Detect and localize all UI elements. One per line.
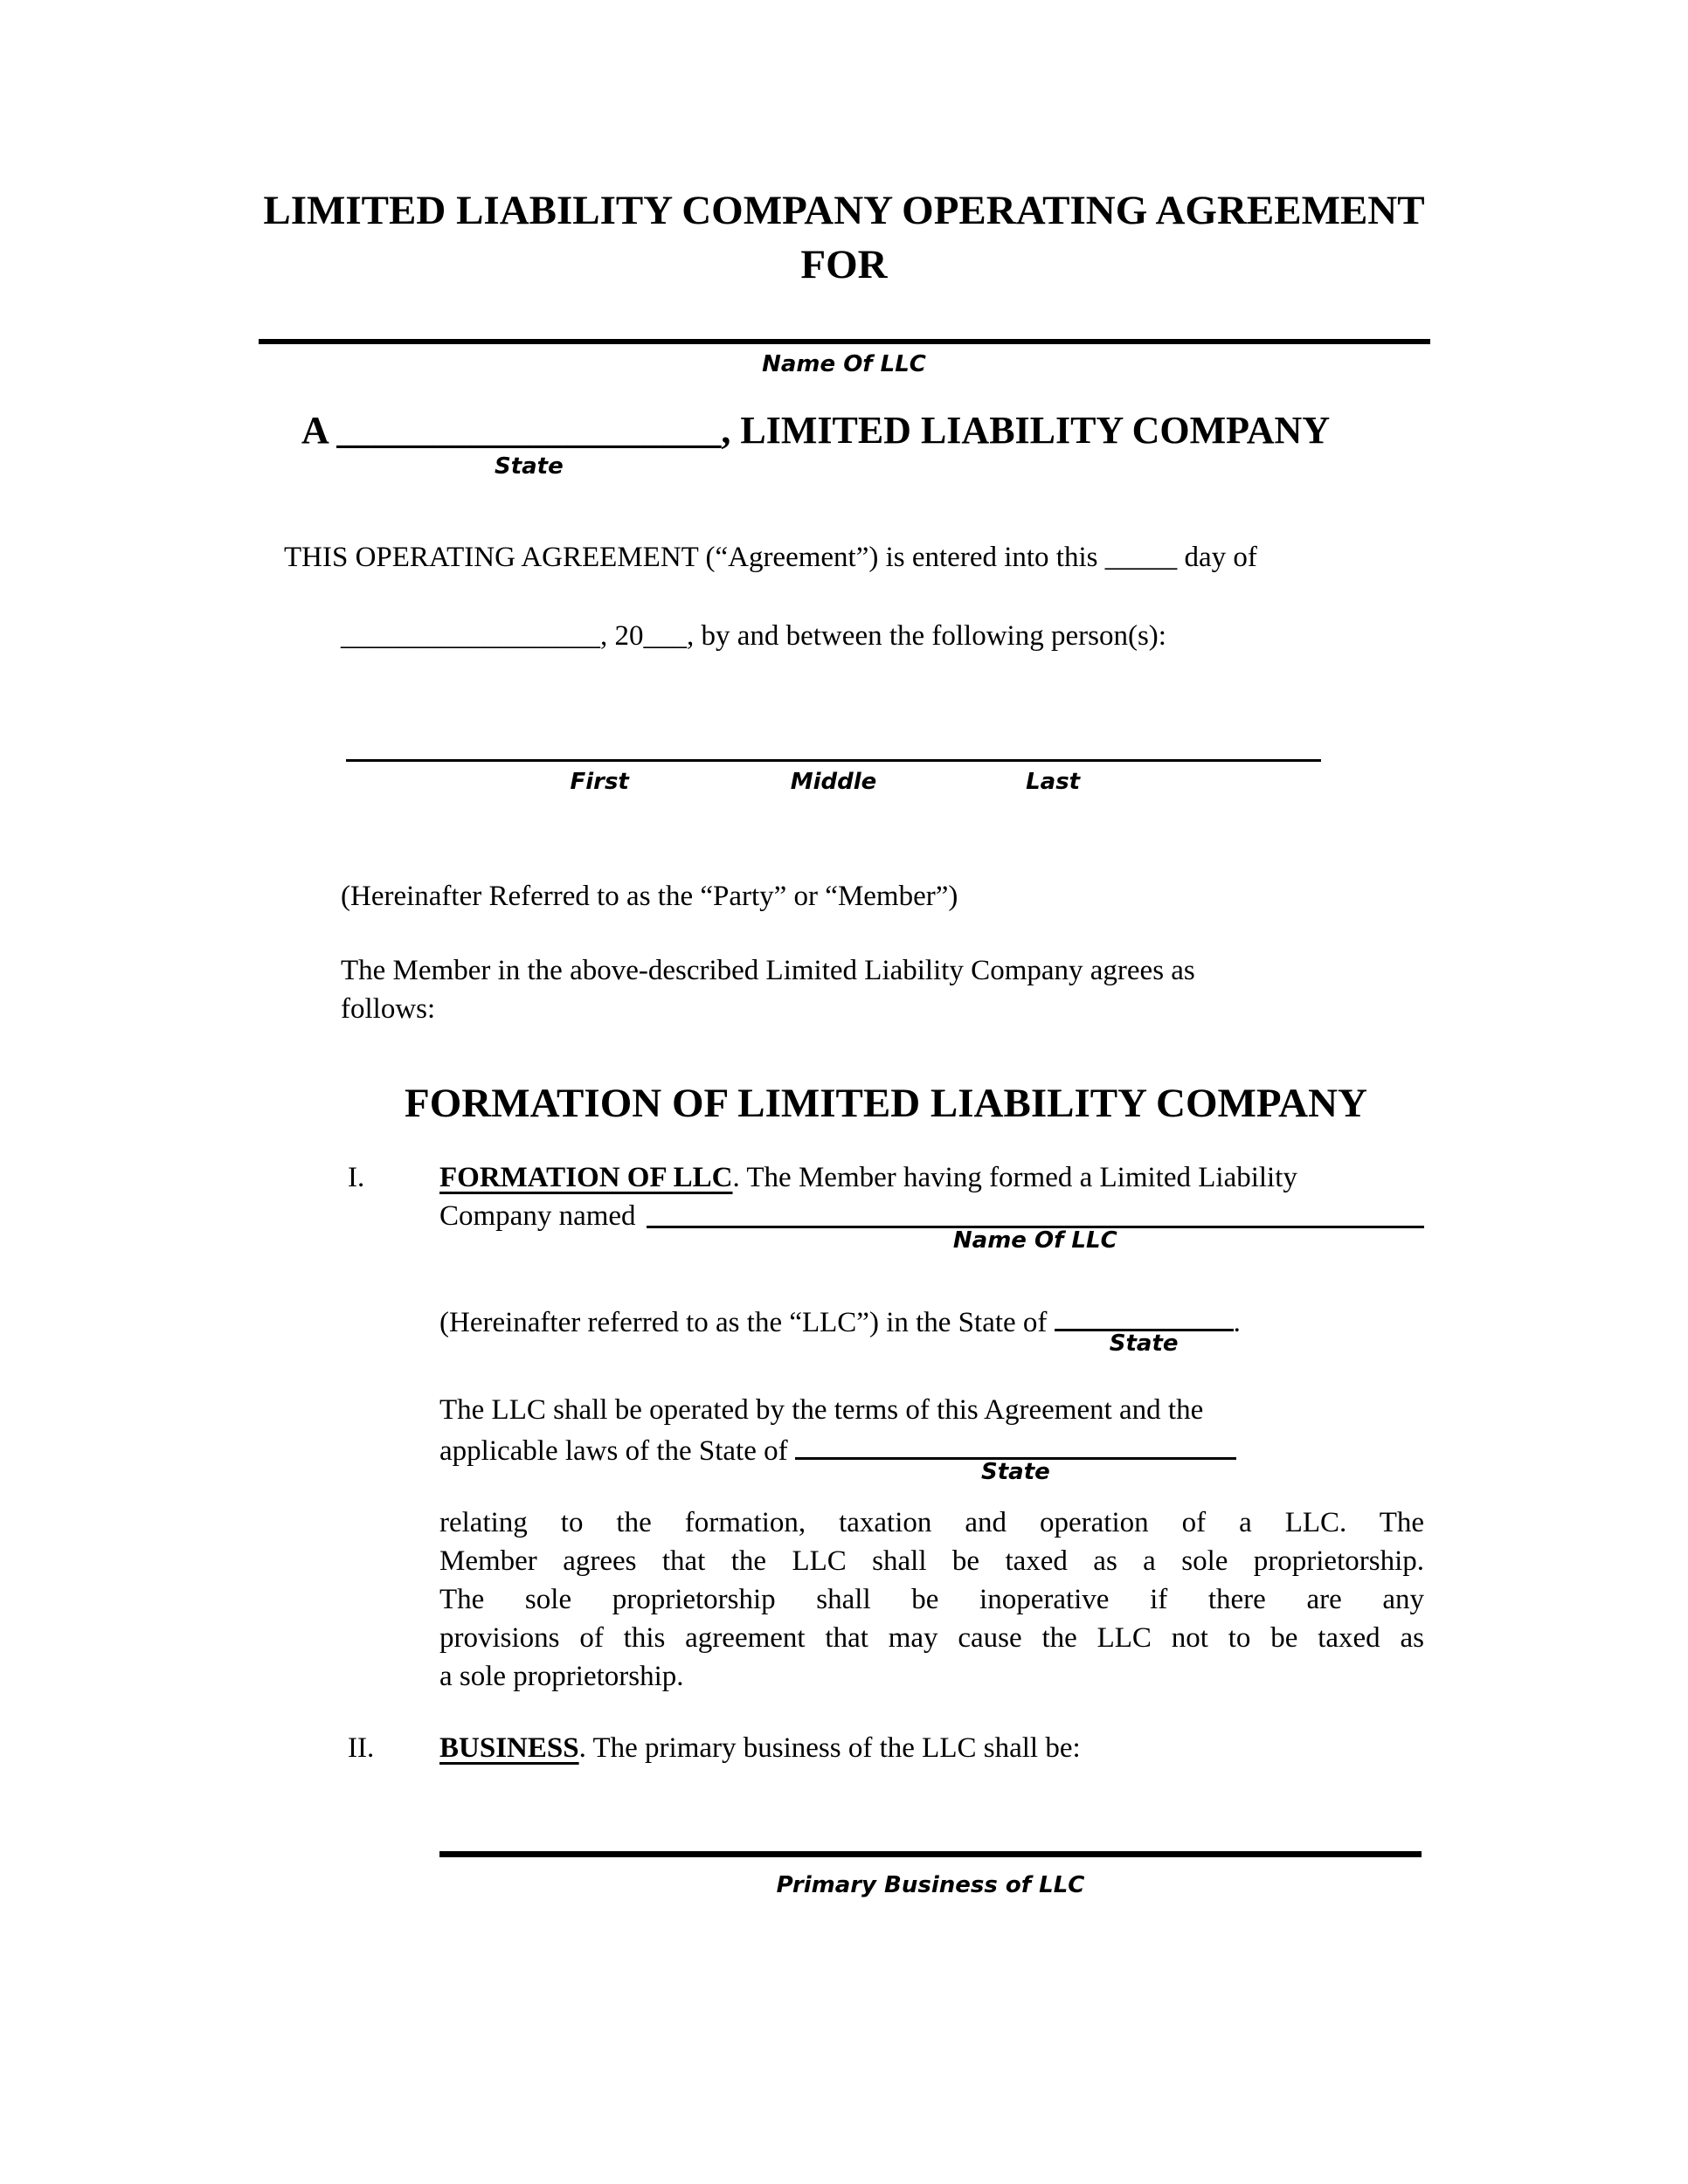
member-agrees-line-2: follows:	[341, 993, 436, 1025]
last-name-label: Last	[1026, 769, 1081, 795]
a1-line-1	[439, 1158, 1424, 1197]
article-2-business	[348, 1729, 1424, 1767]
llc-name-fill-line[interactable]	[259, 339, 1430, 344]
formation-state-blank-label: State	[1109, 1330, 1179, 1357]
entered-pre-text: THIS OPERATING AGREEMENT (“Agreement”) is entered into this	[284, 542, 1098, 573]
state-blank-label: State	[494, 453, 564, 480]
llc-name-blank-field[interactable]	[647, 1197, 1424, 1254]
a1-just-line-5: a sole proprietorship.	[439, 1661, 684, 1692]
a2-text: . The primary business of the LLC shall be:	[578, 1732, 1081, 1764]
first-name-label: First	[570, 769, 629, 795]
company-line-suffix: , LIMITED LIABILITY COMPANY	[721, 409, 1331, 452]
formation-section-heading: FORMATION OF LIMITED LIABILITY COMPANY	[405, 1081, 1367, 1126]
company-line-prefix: A	[301, 409, 328, 452]
a1-hereinafter-llc-text: (Hereinafter referred to as the “LLC”) in the State of	[439, 1307, 1048, 1338]
a1-line-1-rest: . The Member having formed a Limited Liability	[732, 1162, 1297, 1193]
member-name-labels	[346, 762, 1321, 804]
date-post-text: , by and between the following person(s):	[687, 620, 1166, 652]
a1-just-line-2: Member agrees that the LLC shall be taxed as a sole proprietorship.	[439, 1545, 1424, 1577]
hereinafter-party-line: (Hereinafter Referred to as the “Party” or “Member”)	[341, 881, 958, 912]
a1-line-5	[439, 1429, 1424, 1485]
state-blank-field[interactable]	[336, 409, 722, 480]
year-blank-field[interactable]: ___	[643, 620, 687, 652]
laws-state-blank-field[interactable]	[795, 1429, 1236, 1485]
primary-business-label: Primary Business of LLC	[776, 1872, 1085, 1898]
a1-line-3	[439, 1301, 1424, 1357]
formation-state-blank-field[interactable]	[1055, 1301, 1234, 1357]
laws-state-blank-label: State	[980, 1459, 1050, 1485]
a1-line-4: The LLC shall be operated by the terms of this Agreement and the	[439, 1394, 1204, 1426]
state-llc-line	[301, 404, 1557, 480]
a1-line-3-period: .	[1233, 1307, 1241, 1338]
primary-business-fill-line[interactable]	[439, 1851, 1422, 1857]
title-line-2: FOR	[800, 242, 888, 287]
state-blank-underscores: ____________________	[336, 409, 722, 452]
a1-heading: FORMATION OF LLC	[439, 1162, 733, 1193]
a1-line-2	[439, 1197, 1424, 1254]
article-2-numeral: II.	[348, 1732, 375, 1764]
primary-business-label-wrap	[439, 1864, 1422, 1903]
member-agrees-paragraph	[341, 951, 1470, 1028]
a2-heading: BUSINESS	[439, 1732, 579, 1764]
entered-post-text: day of	[1184, 542, 1257, 573]
a1-just-line-3: The sole proprietorship shall be inoperative if there are any	[439, 1584, 1424, 1615]
document-title	[105, 183, 1583, 292]
year-prefix-text: , 20	[600, 620, 644, 652]
entered-into-paragraph	[284, 538, 1470, 577]
a1-just-line-1: relating to the formation, taxation and operation of a LLC. The	[439, 1507, 1424, 1538]
member-name-field-block	[346, 759, 1321, 804]
article-1-numeral: I.	[348, 1162, 365, 1193]
a1-just-line-4: provisions of this agreement that may cause the LLC not to be taxed as	[439, 1622, 1424, 1654]
llc-name-blank-label: Name Of LLC	[952, 1227, 1117, 1254]
a1-applicable-laws-text: applicable laws of the State of	[439, 1435, 788, 1467]
day-blank-field[interactable]: _____	[1104, 542, 1178, 573]
a2-line-1	[439, 1729, 1424, 1767]
article-1-formation	[348, 1158, 1424, 1696]
month-blank-field[interactable]: __________________	[341, 620, 600, 652]
a1-company-named-text: Company named	[439, 1200, 636, 1232]
date-paragraph	[341, 617, 1470, 655]
llc-name-fill-label: Name Of LLC	[762, 351, 926, 377]
member-agrees-line-1: The Member in the above-described Limited Liability Company agrees as	[341, 955, 1195, 986]
article-1-body	[439, 1158, 1424, 1696]
middle-name-label: Middle	[790, 769, 877, 795]
a1-taxation-paragraph	[439, 1503, 1424, 1696]
article-2-body	[439, 1729, 1424, 1767]
title-line-1: LIMITED LIABILITY COMPANY OPERATING AGREEMENT	[263, 188, 1425, 233]
